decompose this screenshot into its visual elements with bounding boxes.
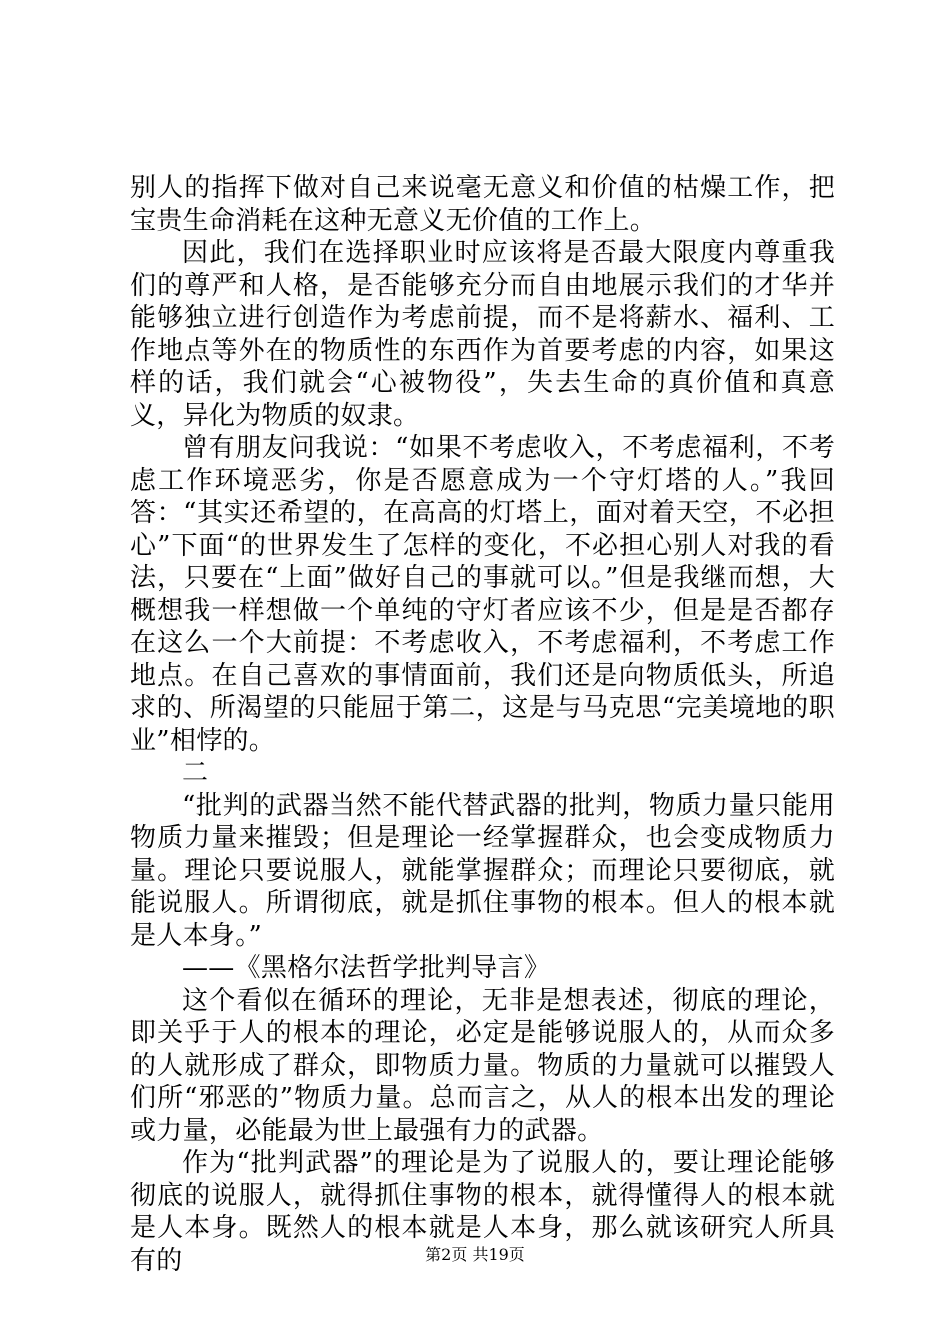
quotation: “批判的武器当然不能代替武器的批判，物质力量只能用物质力量来摧毁；但是理论一经掌握群众，也会变成物质力量。理论只要说服人，就能掌握群众；而理论只要彻底，就能说服人。所谓彻底，就是抓住事物的根本。但人的根本就是人本身。” <box>130 790 835 951</box>
paragraph-4: 这个看似在循环的理论，无非是想表述，彻底的理论，即关乎于人的根本的理论，必定是能够说服人的，从而众多的人就形成了群众，即物质力量。物质的力量就可以摧毁人们所“邪恶的”物质力量。总而言之，从人的根本出发的理论或力量，必能最为世上最强有力的武器。 <box>130 985 835 1146</box>
paragraph-3: 曾有朋友问我说：“如果不考虑收入，不考虑福利，不考虑工作环境恶劣，你是否愿意成为一个守灯塔的人。”我回答：“其实还希望的，在高高的灯塔上，面对着天空，不必担心”下面“的世界发生了怎样的变化，不必担心别人对我的看法，只要在“上面”做好自己的事就可以。”但是我继而想，大概想我一样想做一个单纯的守灯者应该不少，但是是否都存在这么一个大前提：不考虑收入，不考虑福利，不考虑工作地点。在自己喜欢的事情面前，我们还是向物质低头，所追求的、所渴望的只能屈于第二，这是与马克思“完美境地的职业”相悖的。 <box>130 433 835 756</box>
paragraph-2: 因此，我们在选择职业时应该将是否最大限度内尊重我们的尊严和人格，是否能够充分而自由地展示我们的才华并能够独立进行创造作为考虑前提，而不是将薪水、福利、工作地点等外在的物质性的东西作为首要考虑的内容，如果这样的话，我们就会“心被物役”，失去生命的真价值和真意义，异化为物质的奴隶。 <box>130 238 835 431</box>
page-footer: 第2页 共19页 <box>425 1245 525 1264</box>
paragraph-5: 作为“批判武器”的理论是为了说服人的，要让理论能够彻底的说服人，就得抓住事物的根本，就得懂得人的根本就是人本身。既然人的根本就是人本身，那么就该研究人所具有的 <box>130 1148 835 1276</box>
document-body <box>130 172 835 1277</box>
quotation-source: ——《黑格尔法哲学批判导言》 <box>182 953 551 983</box>
paragraph-1: 别人的指挥下做对自己来说毫无意义和价值的枯燥工作，把宝贵生命消耗在这种无意义无价值的工作上。 <box>130 173 835 236</box>
section-number: 二 <box>182 758 209 788</box>
